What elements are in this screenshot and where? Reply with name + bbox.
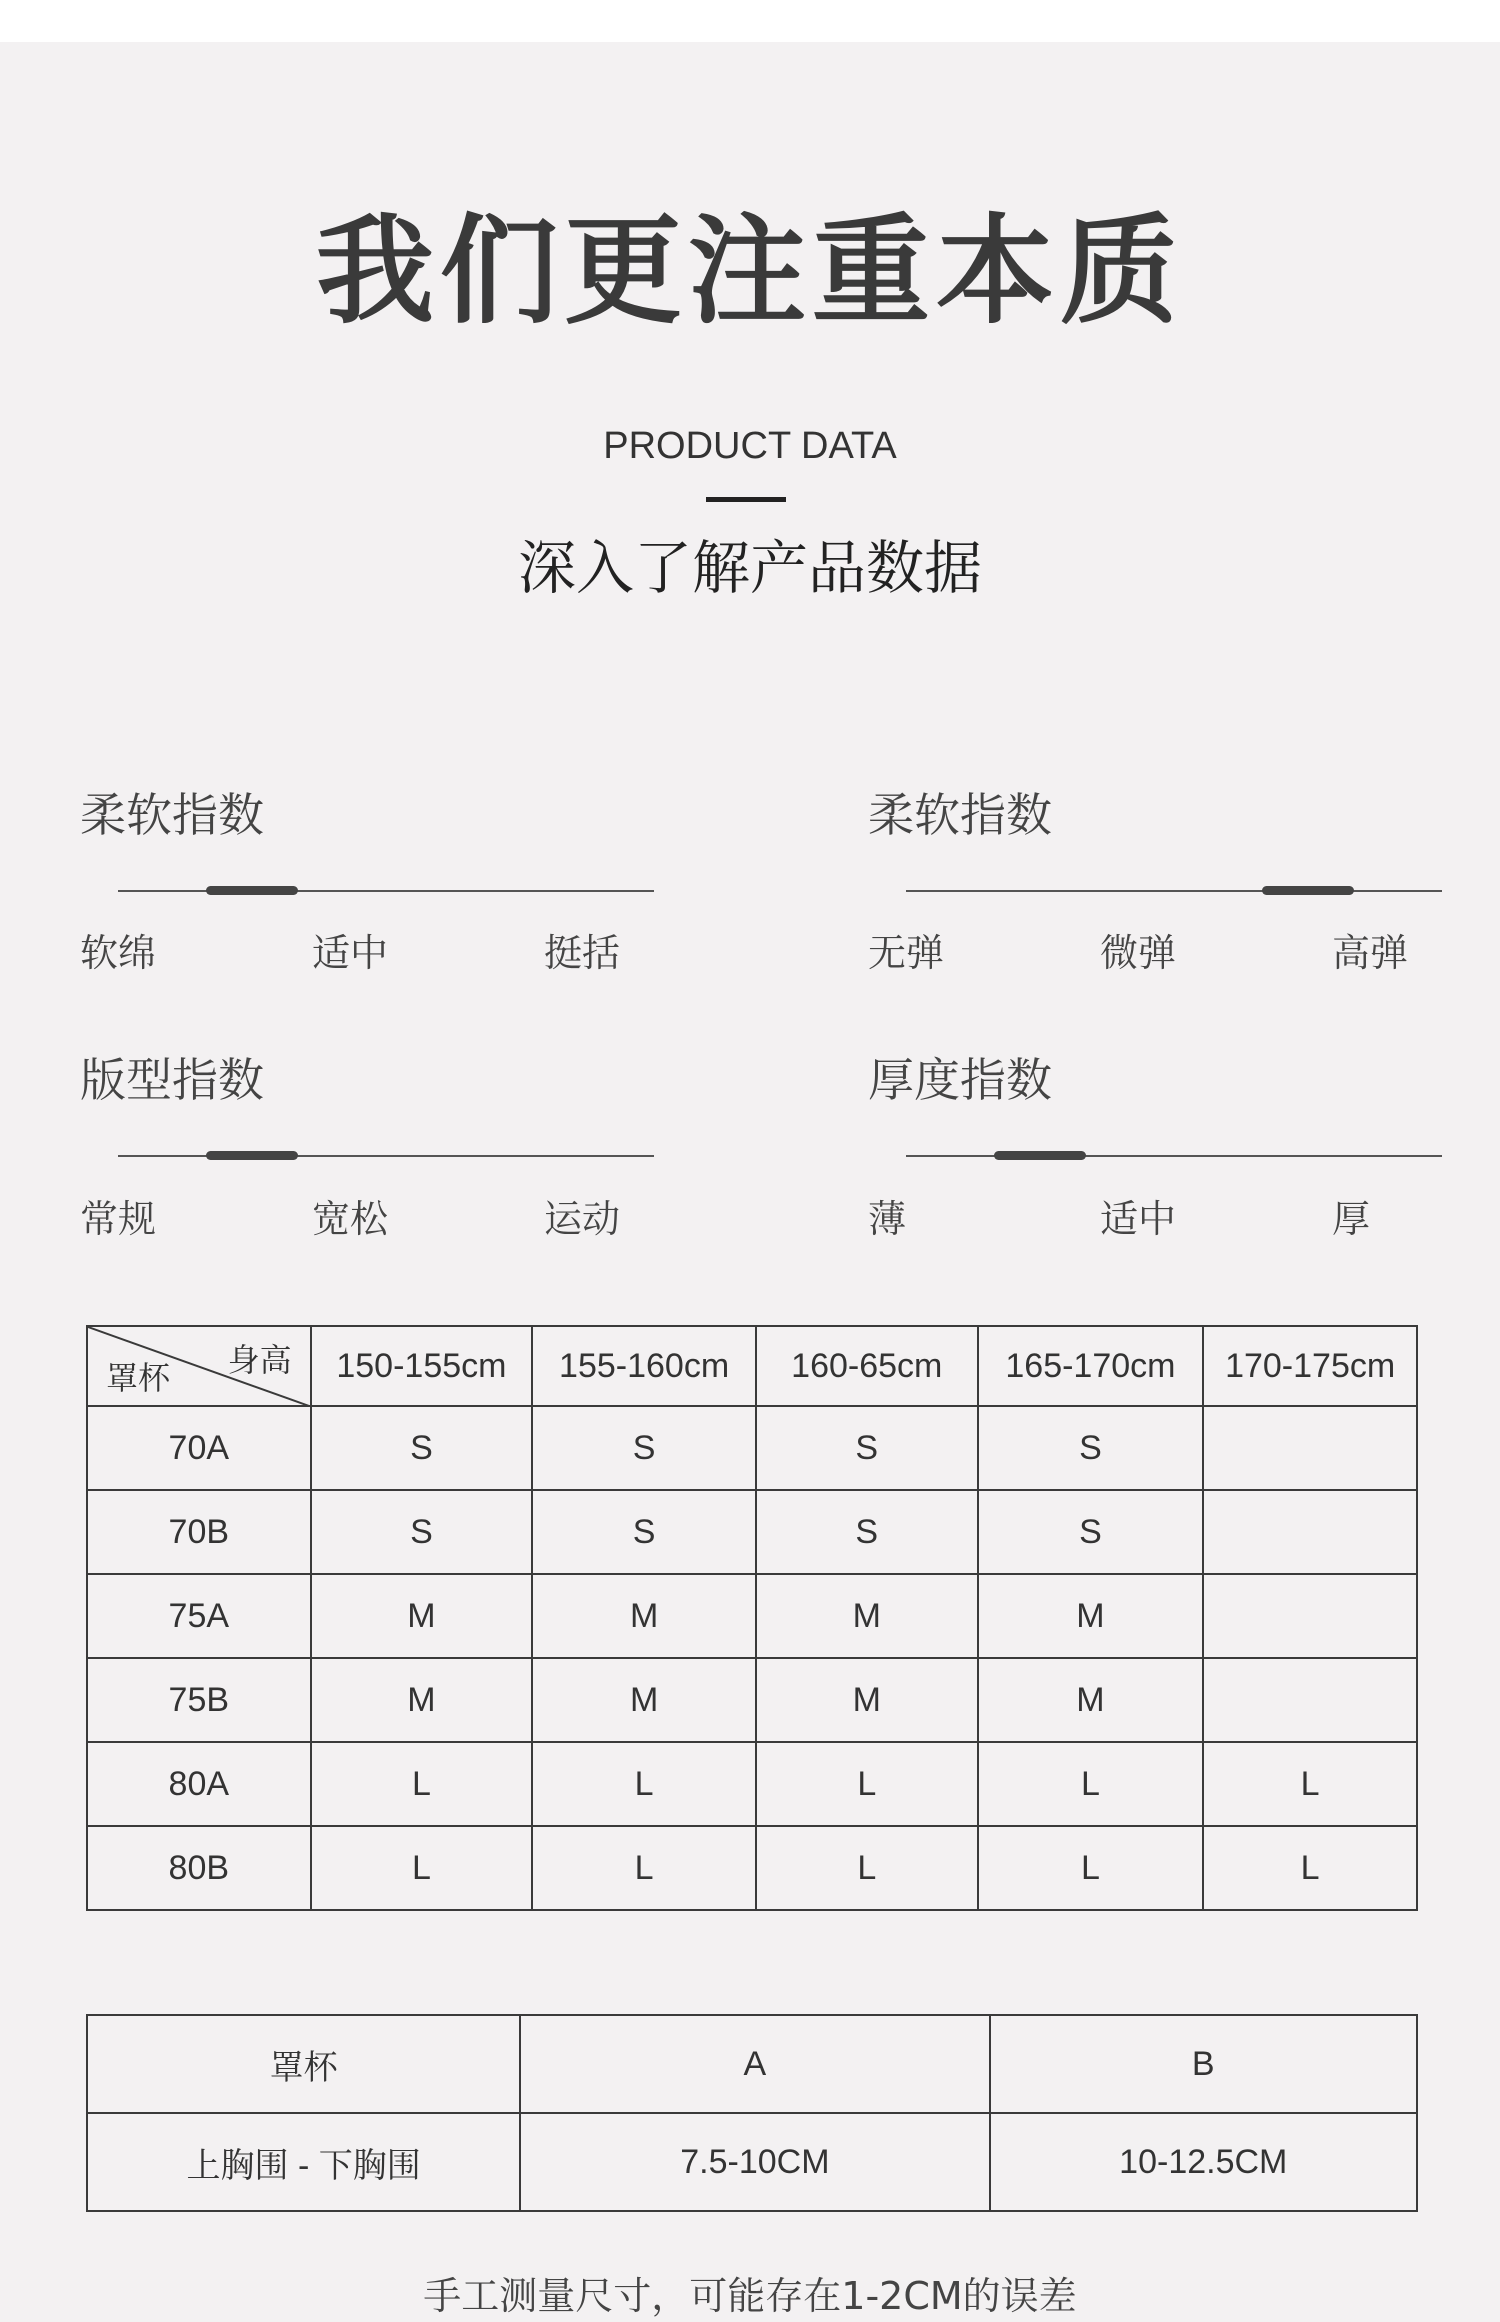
size-cell: L (311, 1826, 533, 1910)
size-cell: M (532, 1574, 756, 1658)
cup-row-label: 上胸围 - 下胸围 (87, 2113, 520, 2211)
column-header: 155-160cm (532, 1326, 756, 1406)
table-row (87, 1490, 1417, 1574)
size-cell (1203, 1574, 1417, 1658)
size-table (86, 1325, 1418, 1911)
index-label: 运动 (544, 1197, 621, 1241)
cup-header-cell: B (990, 2015, 1417, 2113)
subtitle-english: PRODUCT DATA (603, 425, 897, 467)
cup-value-cell: 7.5-10CM (520, 2113, 989, 2211)
index-label: 厚 (1332, 1197, 1371, 1241)
index-label: 挺括 (544, 931, 621, 975)
size-cell: S (311, 1490, 533, 1574)
index-level-indicator (994, 1151, 1086, 1160)
content-panel (0, 42, 1500, 2322)
size-cell: S (311, 1406, 533, 1490)
size-cell: S (756, 1406, 978, 1490)
row-label: 75B (87, 1658, 311, 1742)
index-track (118, 1155, 654, 1157)
cup-value-cell: 10-12.5CM (990, 2113, 1417, 2211)
size-cell: M (311, 1574, 533, 1658)
size-cell: L (978, 1826, 1204, 1910)
column-header: 160-65cm (756, 1326, 978, 1406)
cup-table (86, 2014, 1418, 2212)
index-title-thickness: 厚度指数 (868, 1053, 1052, 1107)
index-level-indicator (206, 886, 298, 895)
table-row (87, 1826, 1417, 1910)
index-label: 薄 (868, 1197, 907, 1241)
size-cell: M (978, 1574, 1204, 1658)
column-header: 165-170cm (978, 1326, 1204, 1406)
row-label: 75A (87, 1574, 311, 1658)
index-track (906, 1155, 1442, 1157)
size-cell (1203, 1490, 1417, 1574)
index-title-fit: 版型指数 (80, 1053, 264, 1107)
title-divider (706, 497, 786, 502)
size-cell: M (756, 1658, 978, 1742)
table-row (87, 2113, 1417, 2211)
row-label: 80A (87, 1742, 311, 1826)
size-cell: S (978, 1490, 1204, 1574)
index-label: 宽松 (312, 1197, 389, 1241)
size-cell: M (756, 1574, 978, 1658)
row-label: 70B (87, 1490, 311, 1574)
index-label: 常规 (80, 1197, 157, 1241)
size-cell: M (532, 1658, 756, 1742)
index-label: 适中 (1100, 1197, 1177, 1241)
cup-header-cell: 罩杯 (87, 2015, 520, 2113)
index-label: 微弹 (1100, 931, 1177, 975)
size-cell: S (978, 1406, 1204, 1490)
index-label: 高弹 (1332, 931, 1409, 975)
row-label: 80B (87, 1826, 311, 1910)
size-cell: S (532, 1406, 756, 1490)
corner-label-cup: 罩杯 (106, 1360, 171, 1396)
size-cell: M (311, 1658, 533, 1742)
table-row (87, 1574, 1417, 1658)
column-header: 150-155cm (311, 1326, 533, 1406)
size-cell: L (532, 1826, 756, 1910)
corner-label-height: 身高 (227, 1342, 292, 1378)
footnote: 手工测量尺寸，可能存在1-2CM的误差 (423, 2274, 1077, 2318)
size-cell: S (532, 1490, 756, 1574)
table-row (87, 1742, 1417, 1826)
index-title-softness: 柔软指数 (80, 788, 264, 842)
size-table-header-row (87, 1326, 1417, 1406)
size-cell (1203, 1406, 1417, 1490)
row-label: 70A (87, 1406, 311, 1490)
index-track (118, 890, 654, 892)
size-cell (1203, 1658, 1417, 1742)
index-label: 软绵 (80, 931, 157, 975)
size-cell: L (1203, 1826, 1417, 1910)
index-track (906, 890, 1442, 892)
subtitle-chinese: 深入了解产品数据 (517, 534, 982, 602)
size-cell: L (1203, 1742, 1417, 1826)
size-cell: S (756, 1490, 978, 1574)
size-cell: L (532, 1742, 756, 1826)
table-row (87, 1658, 1417, 1742)
size-cell: L (756, 1742, 978, 1826)
column-header: 170-175cm (1203, 1326, 1417, 1406)
cup-table-header-row (87, 2015, 1417, 2113)
index-level-indicator (206, 1151, 298, 1160)
size-table-corner-cell (87, 1326, 311, 1406)
index-title-elasticity: 柔软指数 (868, 788, 1052, 842)
table-row (87, 1406, 1417, 1490)
cup-header-cell: A (520, 2015, 989, 2113)
index-label: 适中 (312, 931, 389, 975)
size-cell: L (756, 1826, 978, 1910)
page-title: 我们更注重本质 (315, 202, 1184, 340)
size-cell: M (978, 1658, 1204, 1742)
size-cell: L (311, 1742, 533, 1826)
index-label: 无弹 (868, 931, 945, 975)
size-cell: L (978, 1742, 1204, 1826)
index-level-indicator (1262, 886, 1354, 895)
